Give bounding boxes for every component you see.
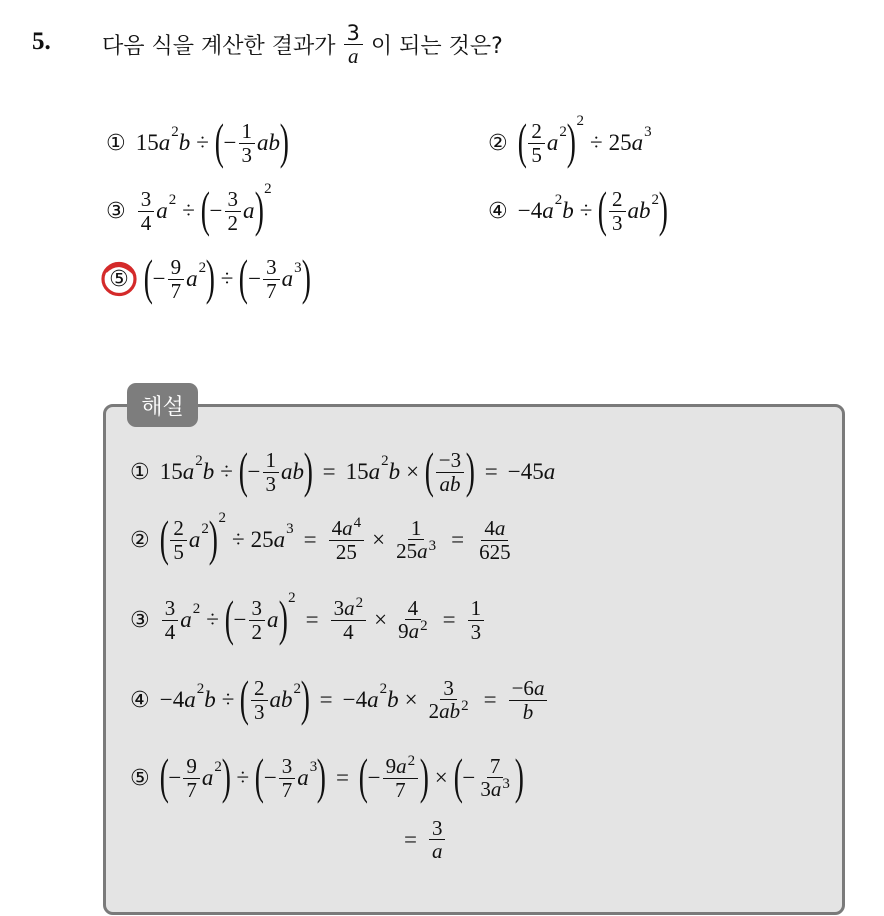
- solution-line-2: ② ( $\frac{2}{5}$ a 2 ) 2 ÷ 25 a 3 = $\frac{4a^4}{25}$ × $\frac{1}{25a^3}$ = $\frac{4a}{625}$: [130, 509, 511, 566]
- choice-5-mark: ⑤: [109, 266, 129, 292]
- choice-4-mark: ④: [488, 198, 508, 224]
- question-fraction: $\frac{3}{a}$: [344, 22, 363, 67]
- solution-line-5: ⑤ ( − $\frac{9}{7}$ a 2 ) ÷ ( − $\frac{3}{7}$ a 3 ) = ( − $\frac{9a^2}{7}$ ) × ( − $\frac{7}{3a^3}$ ): [130, 748, 524, 804]
- question-number: 5.: [32, 28, 51, 55]
- solution-box: [103, 404, 845, 915]
- question-text-before: 다음 식을 계산한 결과가: [102, 34, 336, 60]
- choice-5[interactable]: ⑤ ( − $\frac{9}{7}$ a 2 ) ÷ ( − $\frac{3}{7}$ a 3 ): [106, 254, 310, 304]
- choice-4[interactable]: ④ −4 a 2 b ÷ ( $\frac{2}{3}$ ab 2 ): [488, 181, 668, 237]
- solution-line-1: ① 15 a 2 b ÷ ( − $\frac{1}{3}$ ab ) = 15 a 2 b × ( $\frac{-3}{ab}$ ) = −45 a: [130, 442, 556, 498]
- choice-2[interactable]: ② ( $\frac{2}{5}$ a 2 ) 2 ÷ 25 a 3: [488, 112, 652, 169]
- solution-line-6: = $\frac{3}{a}$: [394, 817, 447, 862]
- question-text: [102, 22, 503, 67]
- solution-line-4: ④ −4 a 2 b ÷ ( $\frac{2}{3}$ ab 2 ) = −4 a 2 b × $\frac{3}{2ab^2}$ = $\frac{-6a}{b}$: [130, 675, 549, 725]
- choice-1[interactable]: ① 15 a 2 b ÷ ( − $\frac{1}{3}$ ab ): [106, 113, 289, 169]
- choice-3-mark: ③: [106, 198, 126, 224]
- question-text-after: 이 되는 것은?: [370, 34, 503, 60]
- solution-line-3: ③ $\frac{3}{4}$ a 2 ÷ ( − $\frac{3}{2}$ a ) 2 = $\frac{3a^2}{4}$ × $\frac{4}{9a^2}$ = $\frac{1}{3}$: [130, 595, 486, 645]
- choice-3[interactable]: ③ $\frac{3}{4}$ a 2 ÷ ( − $\frac{3}{2}$ a ) 2: [106, 180, 272, 237]
- choice-1-mark: ①: [106, 130, 126, 156]
- choice-2-mark: ②: [488, 130, 508, 156]
- answer-circle-mark: [100, 260, 138, 298]
- solution-tag: 해설: [127, 383, 198, 427]
